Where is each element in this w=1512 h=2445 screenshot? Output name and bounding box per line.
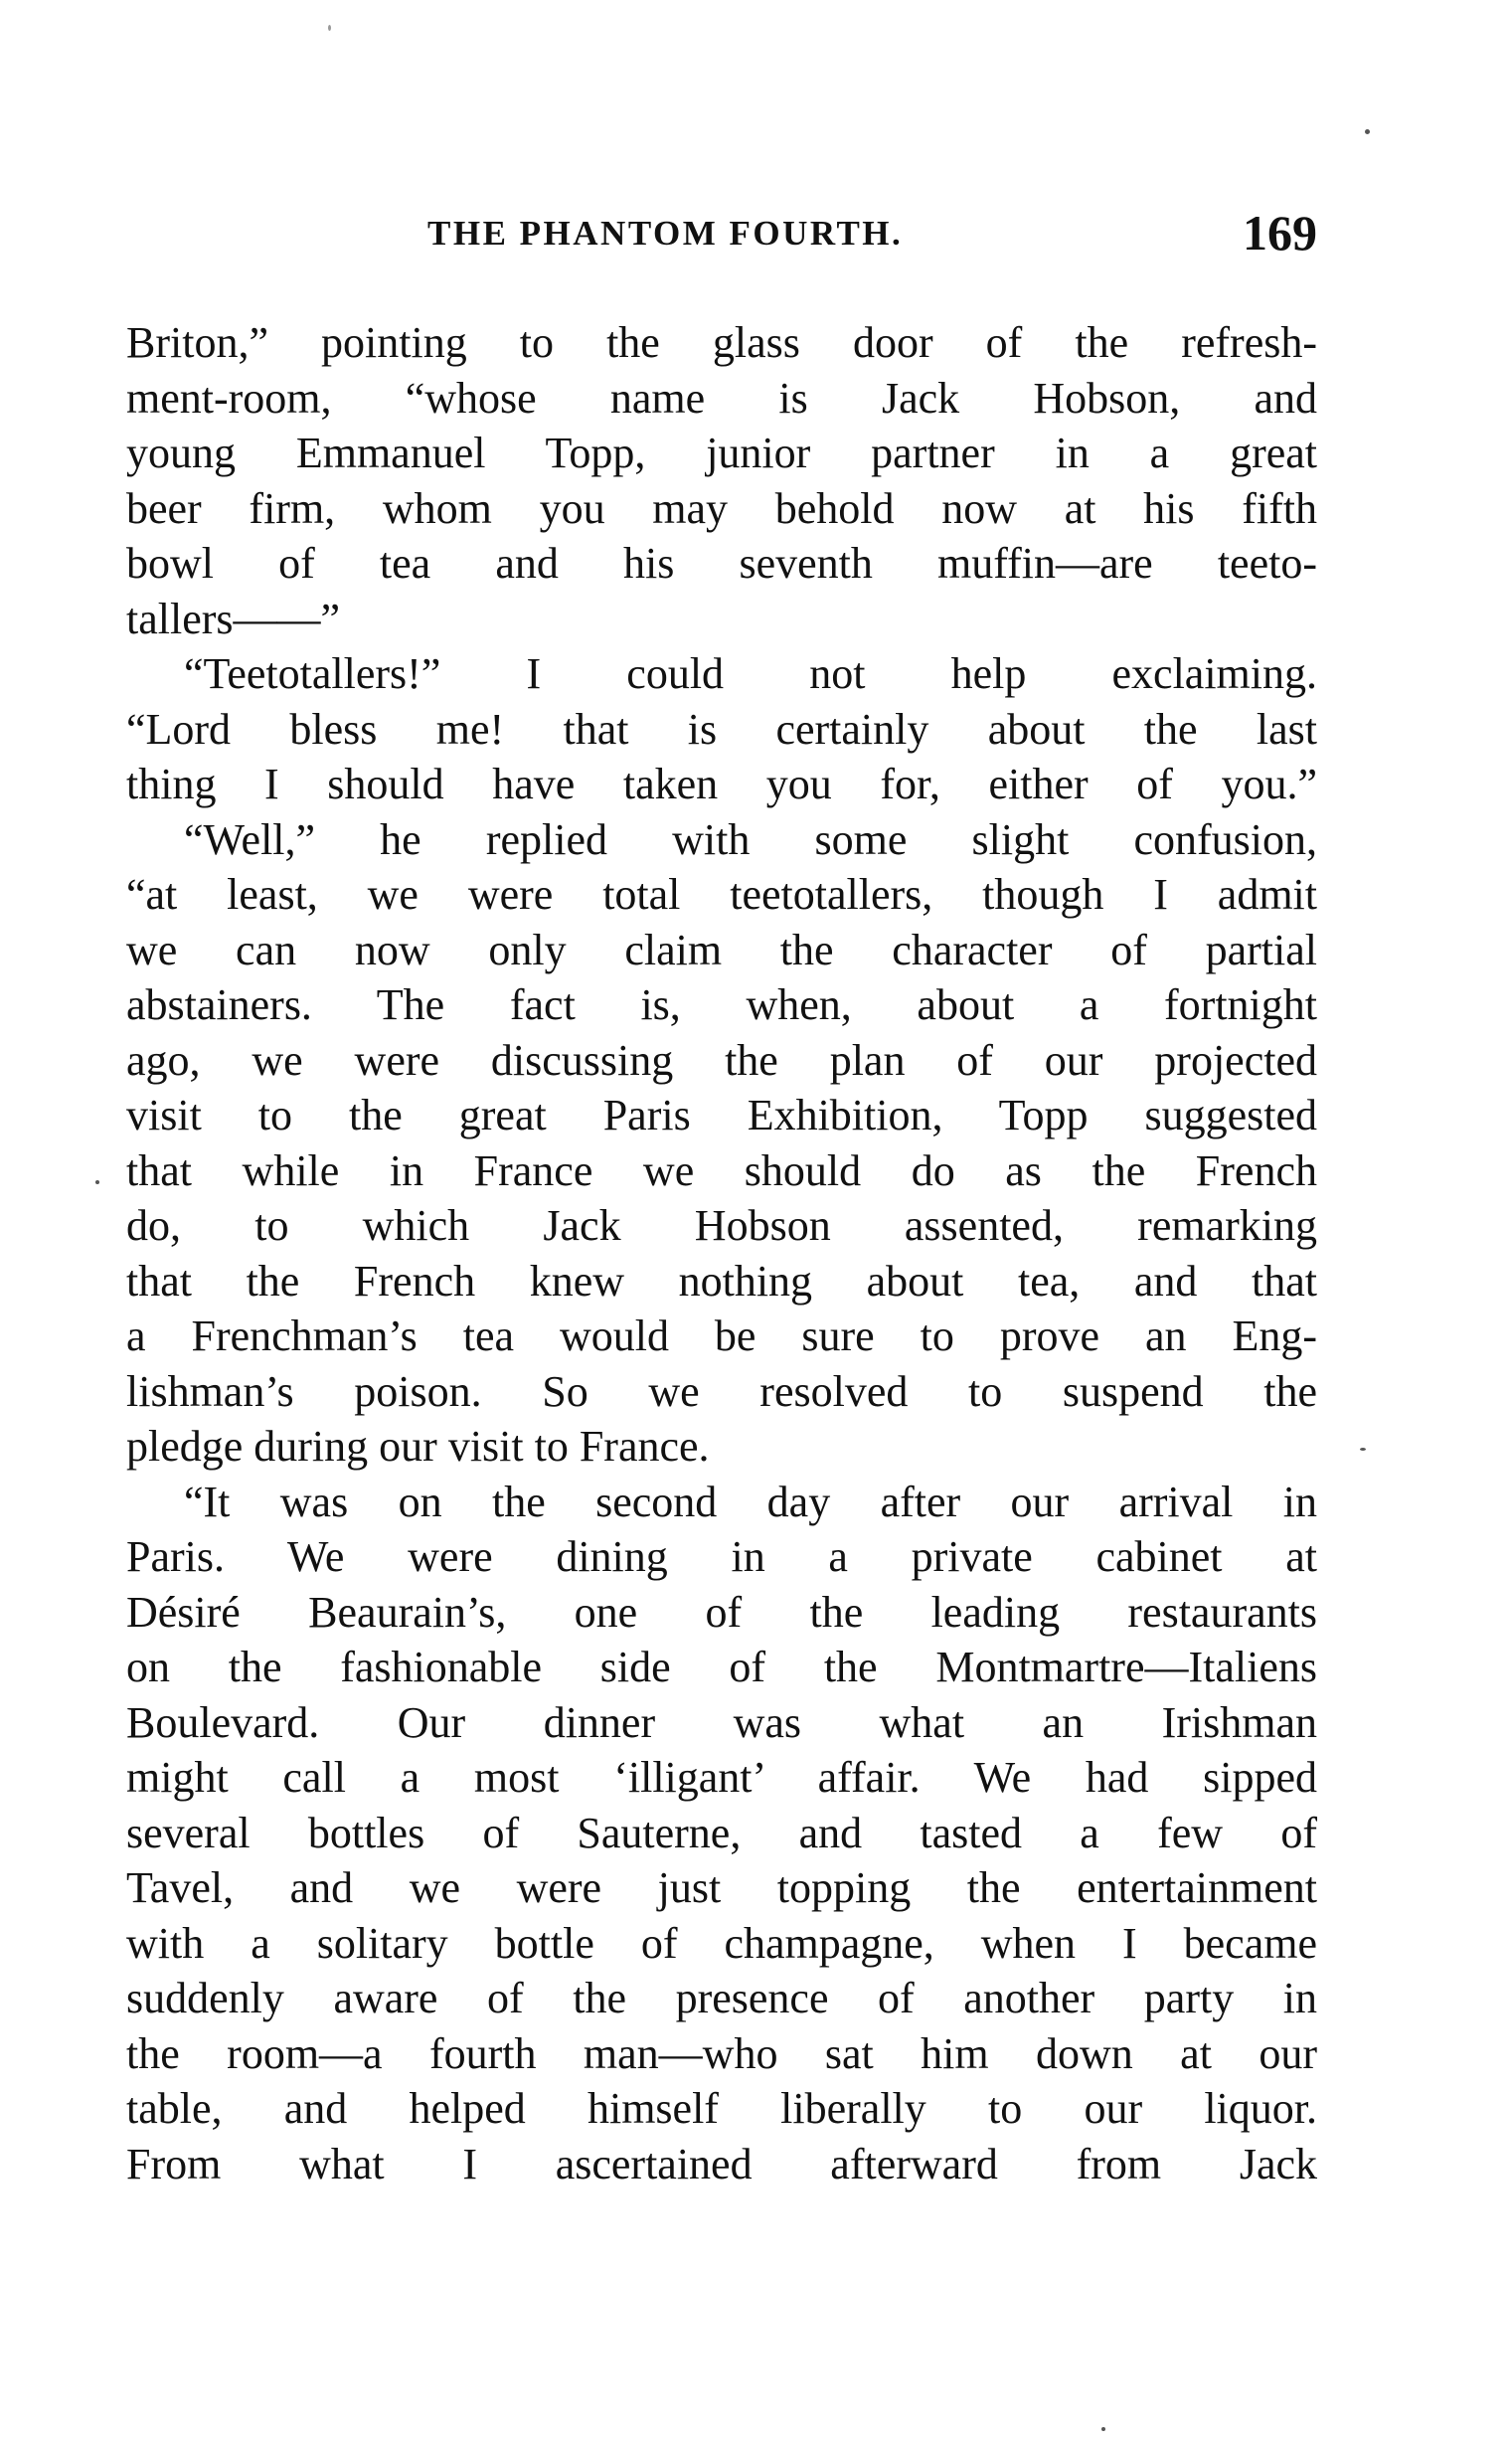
text-line: ago, we were discussing the plan of our projected [126, 1035, 1317, 1085]
text-line: tallers——” [126, 594, 341, 643]
text-line: we can now only claim the character of partial [126, 925, 1317, 974]
text-line: Boulevard. Our dinner was what an Irishman [126, 1697, 1317, 1747]
text-line: on the fashionable side of the Montmartre—Italiens [126, 1643, 1317, 1691]
text-line: beer firm, whom you may behold now at his fifth [126, 483, 1317, 533]
text-line: several bottles of Sauterne, and tasted a few of [126, 1808, 1317, 1857]
scan-speck [328, 25, 331, 31]
text-line: table, and helped himself liberally to our liquor. [126, 2084, 1317, 2133]
running-title: THE PHANTOM FOURTH. [427, 214, 904, 253]
text-line: Tavel, and we were just topping the entertainment [126, 1863, 1317, 1912]
text-line: that while in France we should do as the French [126, 1145, 1317, 1195]
text-line: thing I should have taken you for, either of you.” [126, 760, 1317, 808]
text-line: “at least, we were total teetotallers, though I admit [126, 870, 1317, 919]
text-line: “It was on the second day after our arrival in [184, 1477, 1317, 1526]
text-line: abstainers. The fact is, when, about a fortnight [126, 980, 1317, 1029]
text-line: Briton,” pointing to the glass door of the refresh- [126, 318, 1317, 367]
body-text [126, 315, 1317, 2191]
text-line: Désiré Beaurain’s, one of the leading restaurants [126, 1587, 1317, 1637]
scan-speck [1101, 2427, 1105, 2431]
text-line: that the French knew nothing about tea, and that [126, 1256, 1317, 1306]
text-line: ment-room, “whose name is Jack Hobson, and [126, 373, 1317, 423]
text-line: suddenly aware of the presence of another party in [126, 1974, 1317, 2022]
text-line: visit to the great Paris Exhibition, Topp suggested [126, 1091, 1317, 1139]
text-line: do, to which Jack Hobson assented, remarking [126, 1201, 1317, 1250]
text-line: pledge during our visit to France. [126, 1422, 710, 1471]
scan-speck [1365, 129, 1370, 134]
page-number: 169 [1243, 205, 1317, 261]
text-line: young Emmanuel Topp, junior partner in a great [126, 429, 1317, 477]
text-line: lishman’s poison. So we resolved to suspend the [126, 1366, 1317, 1416]
text-line: a Frenchman’s tea would be sure to prove an Eng- [126, 1311, 1317, 1360]
text-line: From what I ascertained afterward from Jack [126, 2139, 1317, 2188]
text-line: Paris. We were dining in a private cabinet at [126, 1532, 1317, 1581]
scan-speck [1360, 1448, 1366, 1451]
text-line: with a solitary bottle of champagne, when I became [126, 1918, 1317, 1968]
text-line: “Lord bless me! that is certainly about the last [126, 704, 1317, 754]
scan-speck [95, 1180, 99, 1184]
text-line: “Teetotallers!” I could not help exclaiming. [184, 649, 1317, 698]
text-line: “Well,” he replied with some slight confusion, [184, 814, 1317, 864]
running-head [126, 204, 1317, 263]
text-line: bowl of tea and his seventh muffin—are teeto- [126, 539, 1317, 588]
text-line: might call a most ‘illigant’ affair. We had sipped [126, 1753, 1317, 1802]
text-line: the room—a fourth man—who sat him down at our [126, 2028, 1317, 2078]
